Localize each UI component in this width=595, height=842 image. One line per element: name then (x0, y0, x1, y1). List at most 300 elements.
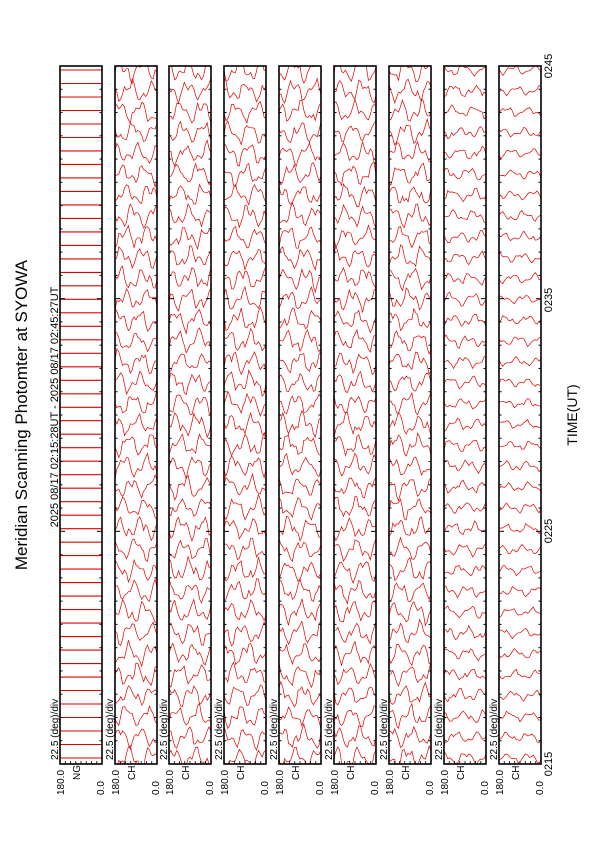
panel-scale-label: 22.5 (deg)/div (50, 698, 61, 760)
trace-line (169, 164, 211, 185)
panel-traces (224, 61, 266, 769)
trace-line (444, 566, 486, 576)
trace-line (444, 105, 486, 119)
trace-line (389, 662, 431, 686)
panel-traces (279, 60, 321, 770)
trace-line (279, 707, 321, 729)
trace-line (499, 399, 541, 408)
trace-line (115, 309, 157, 331)
trace-line (279, 454, 321, 477)
trace-line (444, 626, 486, 640)
trace-line (169, 246, 211, 265)
y-bottom-label: 0.0 (96, 781, 107, 795)
trace-line (115, 663, 157, 685)
panel-7 (379, 59, 436, 795)
y-bottom-label: 0.0 (205, 781, 216, 795)
trace-line (389, 204, 431, 228)
trace-line (389, 352, 431, 374)
trace-line (169, 122, 211, 143)
trace-line (334, 622, 376, 644)
trace-line (499, 733, 541, 743)
trace-line (279, 352, 321, 373)
trace-line (224, 557, 266, 581)
trace-line (444, 335, 486, 348)
trace-line (334, 289, 376, 313)
trace-line (444, 127, 486, 139)
trace-line (224, 185, 266, 205)
trace-line (389, 683, 431, 705)
y-bottom-label: 0.0 (151, 781, 162, 795)
trace-line (169, 434, 211, 455)
trace-line (224, 61, 266, 81)
y-top-label: 180.0 (385, 769, 396, 795)
trace-line (389, 478, 431, 501)
trace-line (115, 414, 157, 436)
channel-label: CH (236, 765, 247, 780)
trace-line (499, 607, 541, 617)
y-bottom-label: 0.0 (535, 781, 546, 795)
panel-traces (389, 59, 431, 769)
trace-line (444, 210, 486, 223)
trace-line (389, 187, 431, 203)
panel-8 (434, 65, 491, 795)
chart-title: Meridian Scanning Photomter at SYOWA (12, 259, 31, 571)
trace-line (279, 187, 321, 205)
panel-2 (105, 61, 162, 795)
trace-line (169, 665, 211, 687)
trace-line (499, 296, 541, 304)
trace-line (224, 102, 266, 123)
trace-line (444, 480, 486, 493)
trace-line (334, 268, 376, 289)
panel-scale-label: 22.5 (deg)/div (489, 698, 500, 760)
trace-line (499, 441, 541, 449)
trace-line (169, 373, 211, 395)
trace-line (499, 461, 541, 472)
trace-line (334, 121, 376, 143)
trace-line (169, 78, 211, 104)
trace-line (169, 686, 211, 707)
trace-line (115, 622, 157, 645)
trace-line (169, 413, 211, 437)
trace-line (499, 420, 541, 429)
trace-line (444, 292, 486, 306)
trace-line (389, 433, 431, 456)
trace-line (279, 539, 321, 561)
trace-line (224, 538, 266, 559)
panel-traces (499, 65, 541, 763)
trace-line (279, 122, 321, 143)
trace-line (224, 495, 266, 520)
trace-line (169, 103, 211, 124)
trace-line (115, 185, 157, 204)
trace-line (499, 566, 541, 576)
x-tick-labels (543, 54, 555, 776)
trace-line (279, 663, 321, 688)
trace-line (389, 331, 431, 354)
panel-scale-label: 22.5 (deg)/div (105, 698, 116, 760)
trace-line (389, 245, 431, 266)
trace-line (169, 204, 211, 227)
trace-line (279, 394, 321, 413)
trace-line (444, 440, 486, 451)
trace-line (444, 688, 486, 702)
trace-line (444, 586, 486, 598)
x-tick-label: 0245 (543, 53, 555, 79)
panel-traces (169, 59, 211, 769)
channel-label: CH (127, 765, 138, 780)
trace-line (499, 524, 541, 534)
trace-line (444, 649, 486, 661)
x-tick-label: 0225 (543, 518, 555, 544)
channel-label: CH (181, 765, 192, 780)
y-top-label: 180.0 (220, 769, 231, 795)
trace-line (444, 460, 486, 473)
trace-line (444, 188, 486, 202)
trace-line (334, 163, 376, 186)
trace-line (389, 644, 431, 665)
panel-5 (269, 60, 326, 795)
trace-line (224, 287, 266, 309)
trace-line (279, 330, 321, 352)
trace-line (389, 163, 431, 185)
trace-line (169, 557, 211, 580)
trace-line (169, 600, 211, 620)
trace-line (444, 521, 486, 535)
panel-frame (499, 66, 541, 764)
trace-line (279, 79, 321, 103)
trace-line (334, 496, 376, 516)
trace-line (224, 413, 266, 434)
trace-line (279, 562, 321, 581)
trace-line (115, 61, 157, 83)
panel-6 (324, 58, 381, 795)
trace-line (334, 353, 376, 375)
channel-label: CH (511, 765, 522, 780)
trace-line (499, 337, 541, 346)
panel-scale-label: 22.5 (deg)/div (379, 698, 390, 760)
channel-label: CH (291, 765, 302, 780)
trace-line (279, 435, 321, 455)
trace-line (224, 600, 266, 620)
trace-line (224, 433, 266, 455)
trace-line (279, 682, 321, 707)
trace-line (334, 412, 376, 437)
trace-line (334, 477, 376, 498)
trace-line (499, 170, 541, 179)
panel-frame (60, 66, 102, 764)
x-tick-label: 0235 (543, 287, 555, 313)
trace-line (499, 127, 541, 137)
trace-line (444, 399, 486, 409)
trace-line (115, 560, 157, 582)
channel-label: CH (456, 765, 467, 780)
trace-line (115, 729, 157, 749)
trace-line (224, 579, 266, 600)
trace-line (499, 587, 541, 597)
trace-line (499, 86, 541, 96)
trace-line (115, 579, 157, 601)
trace-line (224, 164, 266, 187)
panel-scale-label: 22.5 (deg)/div (324, 698, 335, 760)
trace-line (334, 726, 376, 748)
trace-line (389, 309, 431, 331)
trace-line (499, 503, 541, 513)
trace-line (444, 670, 486, 680)
trace-line (444, 502, 486, 513)
trace-line (499, 273, 541, 284)
panel-scale-label: 22.5 (deg)/div (214, 698, 225, 760)
trace-line (115, 247, 157, 268)
panel-scale-label: 22.5 (deg)/div (269, 698, 280, 760)
trace-line (115, 142, 157, 163)
trace-line (499, 149, 541, 159)
trace-line (115, 349, 157, 374)
trace-line (224, 644, 266, 665)
panel-frame (115, 66, 157, 764)
trace-line (334, 539, 376, 561)
trace-line (279, 411, 321, 437)
trace-line (444, 168, 486, 180)
y-bottom-label: 0.0 (425, 781, 436, 795)
trace-line (334, 518, 376, 540)
trace-line (115, 539, 157, 561)
trace-line (224, 662, 266, 682)
trace-line (169, 59, 211, 80)
trace-line (169, 289, 211, 312)
trace-line (444, 732, 486, 744)
trace-line (115, 497, 157, 519)
trace-line (115, 475, 157, 498)
y-top-label: 180.0 (56, 769, 67, 795)
trace-line (224, 352, 266, 374)
trace-line (334, 184, 376, 207)
y-top-label: 180.0 (330, 769, 341, 795)
trace-line (389, 119, 431, 145)
trace-line (224, 250, 266, 270)
trace-line (334, 642, 376, 666)
time-range-label: 2025 08/17 02:15:28UT - 2025 08/17 02:45:27UT (49, 286, 61, 528)
trace-line (279, 143, 321, 166)
trace-line (389, 373, 431, 391)
trace-line (334, 706, 376, 727)
trace-line (279, 644, 321, 664)
y-top-label: 180.0 (495, 769, 506, 795)
trace-line (169, 475, 211, 500)
trace-line (115, 79, 157, 101)
trace-line (334, 453, 376, 476)
trace-line (169, 747, 211, 768)
trace-line (115, 686, 157, 705)
x-axis-label: TIME(UT) (564, 384, 580, 446)
trace-line (279, 308, 321, 329)
trace-line (334, 246, 376, 267)
trace-line (334, 142, 376, 165)
channel-label: NG (72, 765, 83, 780)
trace-line (389, 59, 431, 82)
trace-line (389, 517, 431, 537)
trace-line (169, 727, 211, 748)
trace-line (169, 643, 211, 665)
trace-line (389, 457, 431, 475)
panel-traces (60, 70, 102, 758)
trace-line (169, 354, 211, 371)
trace-line (279, 599, 321, 625)
trace-line (499, 649, 541, 658)
trace-line (499, 211, 541, 222)
trace-line (444, 418, 486, 431)
panel-scale-label: 22.5 (deg)/div (159, 698, 170, 760)
trace-line (279, 478, 321, 495)
trace-line (389, 746, 431, 769)
trace-line (169, 578, 211, 603)
trace-line (224, 519, 266, 539)
trace-line (389, 558, 431, 581)
y-bottom-label: 0.0 (315, 781, 326, 795)
trace-line (279, 498, 321, 520)
x-tick-label: 0215 (543, 751, 555, 777)
trace-line (444, 146, 486, 158)
trace-line (499, 379, 541, 387)
trace-line (334, 330, 376, 352)
y-top-label: 180.0 (165, 769, 176, 795)
trace-line (444, 86, 486, 97)
trace-line (115, 600, 157, 623)
trace-line (279, 203, 321, 226)
trace-line (115, 453, 157, 479)
trace-line (499, 690, 541, 701)
trace-line (499, 191, 541, 200)
trace-line (389, 392, 431, 415)
channel-label: CH (346, 765, 357, 780)
trace-line (224, 707, 266, 729)
trace-line (334, 58, 376, 81)
trace-line (389, 269, 431, 291)
trace-line (334, 581, 376, 604)
trace-line (499, 231, 541, 241)
trace-line (115, 123, 157, 142)
trace-line (499, 545, 541, 554)
trace-line (334, 396, 376, 414)
trace-line (115, 435, 157, 458)
trace-line (389, 704, 431, 729)
trace-line (499, 108, 541, 117)
trace-line (169, 328, 211, 353)
trace-line (389, 583, 431, 601)
trace-line (279, 163, 321, 185)
trace-line (115, 391, 157, 413)
trace-line (334, 372, 376, 393)
panel-4 (214, 61, 271, 796)
trace-line (279, 227, 321, 248)
trace-line (169, 517, 211, 540)
trace-line (334, 311, 376, 333)
trace-line (115, 746, 157, 768)
trace-line (169, 140, 211, 166)
trace-line (499, 253, 541, 263)
trace-line (224, 307, 266, 330)
trace-line (115, 103, 157, 124)
trace-line (444, 606, 486, 618)
trace-line (115, 371, 157, 394)
trace-line (334, 687, 376, 705)
trace-line (115, 226, 157, 249)
trace-line (444, 542, 486, 557)
trace-line (169, 457, 211, 479)
trace-line (444, 376, 486, 389)
trace-line (279, 516, 321, 541)
trace-line (169, 499, 211, 516)
trace-line (224, 121, 266, 145)
trace-line (279, 60, 321, 83)
trace-line (389, 727, 431, 748)
trace-line (169, 185, 211, 205)
trace-line (224, 205, 266, 227)
trace-line (499, 629, 541, 639)
trace-line (115, 266, 157, 288)
trace-line (224, 456, 266, 477)
trace-line (224, 227, 266, 248)
panel-9 (489, 65, 546, 795)
trace-line (115, 289, 157, 310)
panel-traces (115, 61, 157, 768)
trace-line (224, 685, 266, 705)
trace-line (389, 288, 431, 310)
trace-line (279, 101, 321, 122)
trace-line (279, 621, 321, 644)
trace-line (279, 269, 321, 292)
y-top-label: 180.0 (111, 769, 122, 795)
trace-line (334, 205, 376, 229)
trace-line (499, 669, 541, 679)
trace-line (224, 392, 266, 417)
trace-line (115, 165, 157, 187)
trace-line (169, 310, 211, 334)
trace-line (169, 267, 211, 286)
trace-line (389, 412, 431, 436)
panel-scale-label: 22.5 (deg)/div (434, 698, 445, 760)
panel-traces (334, 58, 376, 769)
trace-line (499, 357, 541, 367)
trace-line (224, 370, 266, 396)
trace-line (224, 749, 266, 768)
y-bottom-label: 0.0 (370, 781, 381, 795)
trace-line (499, 482, 541, 492)
trace-line (334, 664, 376, 685)
trace-line (169, 703, 211, 725)
trace-line (389, 79, 431, 103)
trace-line (224, 143, 266, 166)
panel-3 (159, 59, 216, 796)
trace-line (279, 247, 321, 270)
trace-line (169, 539, 211, 559)
trace-line (334, 435, 376, 456)
trace-line (444, 357, 486, 369)
trace-line (169, 623, 211, 645)
channel-label: CH (401, 765, 412, 780)
panel-frame (389, 66, 431, 764)
trace-line (389, 499, 431, 520)
trace-line (279, 374, 321, 392)
trace-line (224, 727, 266, 751)
trace-line (334, 601, 376, 622)
trace-line (444, 251, 486, 265)
panel-group (50, 58, 546, 795)
trace-line (389, 227, 431, 248)
trace-line (279, 579, 321, 602)
trace-line (334, 562, 376, 583)
trace-line (444, 230, 486, 242)
